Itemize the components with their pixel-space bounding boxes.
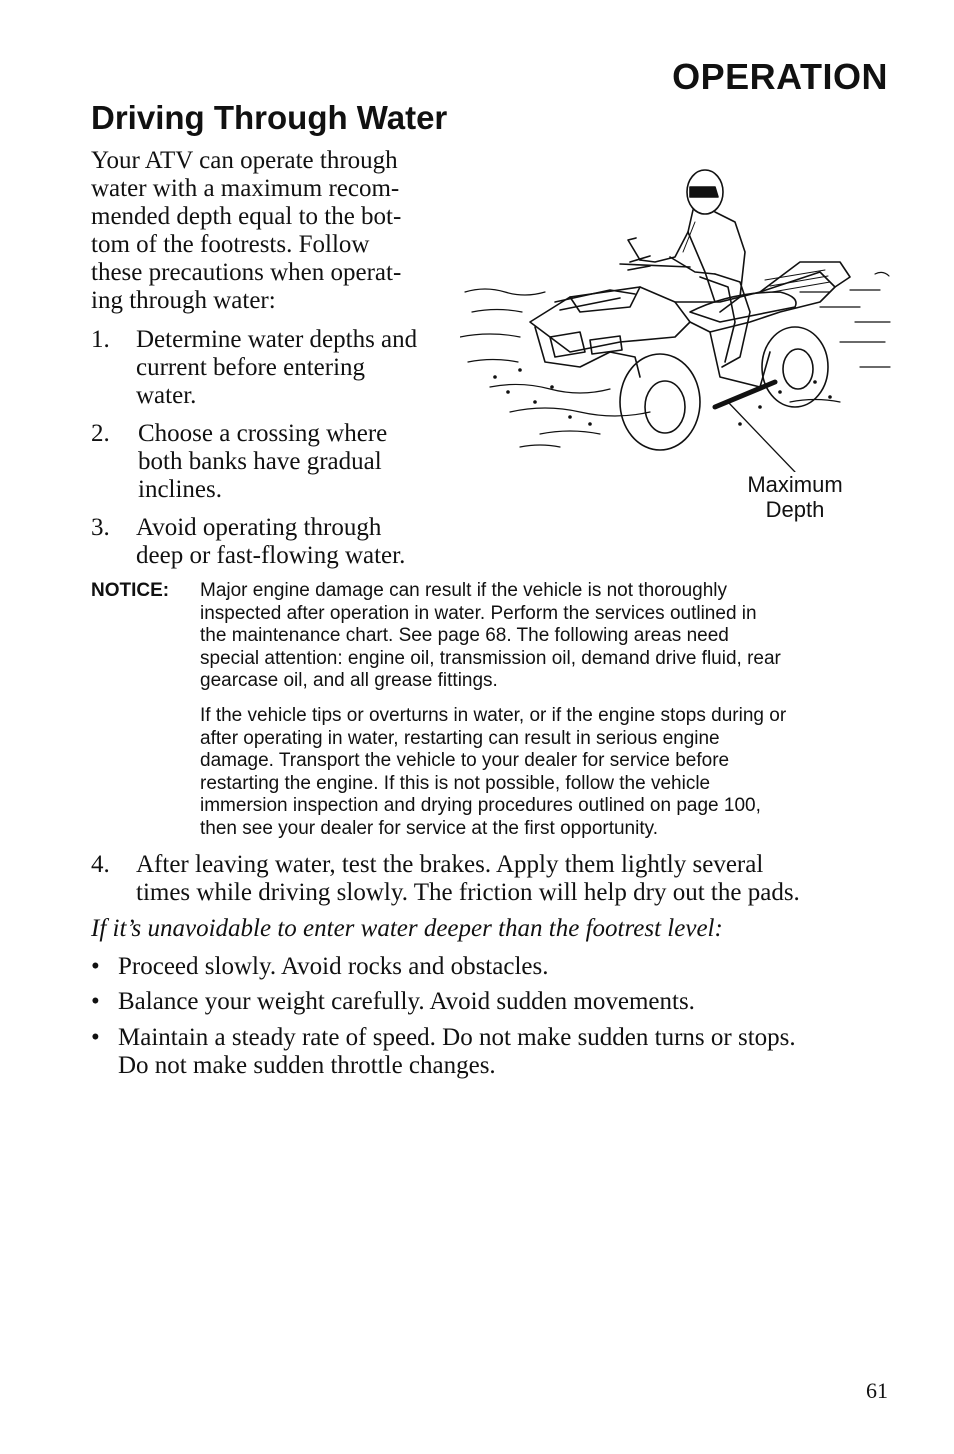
deep-water-heading: If it’s unavoidable to enter water deeper than the footrest level: — [91, 915, 723, 942]
section-header: OPERATION — [672, 56, 888, 97]
leader-line — [728, 402, 795, 472]
step-number: 3. — [91, 514, 110, 541]
bullet-line: Do not make sudden throttle changes. — [118, 1052, 496, 1079]
intro-line: mended depth equal to the bot- — [91, 203, 402, 230]
step-line: both banks have gradual — [138, 448, 382, 475]
step-number: 4. — [91, 851, 110, 878]
intro-line: tom of the footrests. Follow — [91, 231, 370, 258]
intro-line: Your ATV can operate through — [91, 147, 398, 174]
step-line: times while driving slowly. The friction will help dry out the pads. — [136, 879, 800, 906]
notice-line: Major engine damage can result if the vehicle is not thoroughly — [200, 580, 728, 601]
step-line: Determine water depths and — [136, 326, 418, 353]
notice-label: NOTICE: — [91, 580, 170, 601]
splash — [494, 369, 832, 426]
caption-line: Depth — [765, 497, 825, 522]
notice-line: special attention: engine oil, transmission oil, demand drive fluid, rear — [200, 647, 781, 669]
step-line: deep or fast-flowing water. — [136, 542, 406, 569]
page-title: Driving Through Water — [91, 99, 448, 136]
notice-line: gearcase oil, and all grease fittings. — [200, 670, 498, 692]
bullet-symbol: • — [91, 988, 100, 1015]
notice-line: restarting the engine. If this is not possible, follow the vehicle — [200, 772, 711, 794]
figure-caption — [725, 472, 865, 522]
caption-line: Maximum — [747, 472, 843, 497]
atv-water-depth-illustration — [460, 162, 900, 472]
water-lines — [460, 272, 890, 447]
notice-paragraph — [200, 705, 900, 841]
notice-line: then see your dealer for service at the first opportunity. — [200, 817, 658, 839]
notice-line: damage. Transport the vehicle to your dealer for service before — [200, 750, 730, 772]
step-line: Avoid operating through — [136, 514, 382, 541]
notice-line: after operating in water, restarting can result in serious engine — [200, 727, 720, 749]
page-number: 61 — [866, 1378, 888, 1403]
bullet-line: Maintain a steady rate of speed. Do not make sudden turns or stops. — [118, 1024, 796, 1051]
notice-line: If the vehicle tips or overturns in water, or if the engine stops during or — [200, 705, 787, 726]
intro-line: water with a maximum recom- — [91, 175, 400, 202]
bullet-symbol: • — [91, 953, 100, 980]
notice-line: inspected after operation in water. Perform the services outlined in — [200, 602, 757, 624]
notice-paragraph — [200, 580, 900, 693]
notice-line: immersion inspection and drying procedures outlined on page 100, — [200, 795, 761, 817]
bullet-line: Proceed slowly. Avoid rocks and obstacles. — [118, 953, 549, 980]
step-number: 1. — [91, 326, 110, 353]
bullet-line: Balance your weight carefully. Avoid sudden movements. — [118, 988, 695, 1015]
bullet-symbol: • — [91, 1024, 100, 1051]
step-line: current before entering — [136, 354, 366, 381]
max-depth-marker — [715, 382, 775, 407]
intro-paragraph — [91, 147, 443, 315]
step-line: Choose a crossing where — [138, 420, 388, 447]
rider — [628, 170, 750, 367]
step-number: 2. — [91, 420, 110, 447]
notice-line: the maintenance chart. See page 68. The following areas need — [200, 625, 729, 647]
step-line: water. — [136, 382, 197, 409]
step-line: inclines. — [138, 476, 223, 503]
intro-line: these precautions when operat- — [91, 259, 402, 286]
intro-line: ing through water: — [91, 287, 276, 314]
step-line: After leaving water, test the brakes. Apply them lightly several — [136, 851, 764, 878]
